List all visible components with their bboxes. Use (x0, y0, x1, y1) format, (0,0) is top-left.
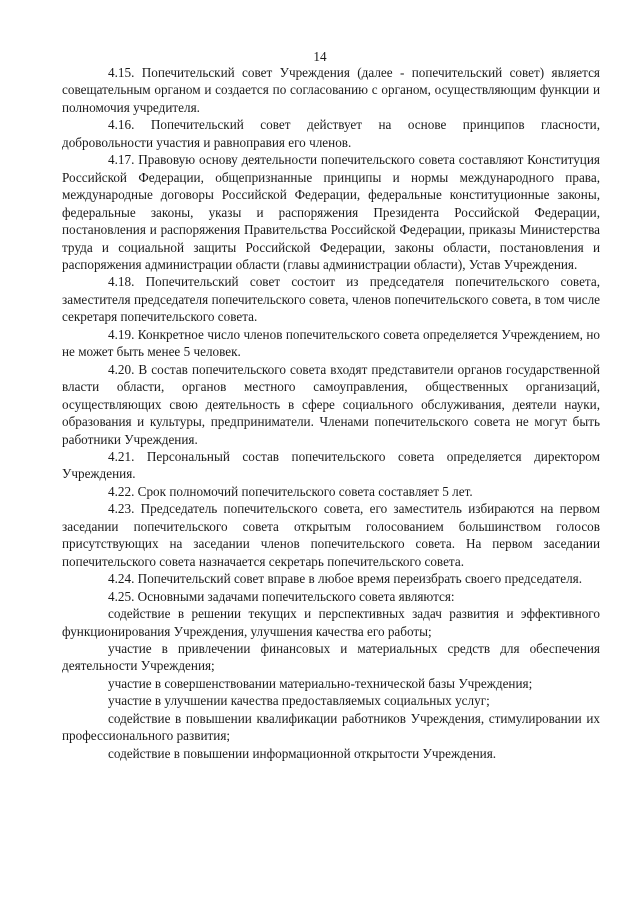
list-item-task: содействие в повышении квалификации работников Учреждения, стимулировании их профессионального развития; (62, 710, 600, 744)
list-item-task: содействие в решении текущих и перспективных задач развития и эффективного функционирования Учреждения, улучшения качества его работы; (62, 606, 600, 639)
paragraph-4-24: 4.24. Попечительский совет вправе в любое время переизбрать своего председателя. (108, 571, 583, 587)
list-item-task: участие в привлечении финансовых и материальных средств для обеспечения деятельности Учреждения; (62, 640, 600, 674)
paragraph-4-18: 4.18. Попечительский совет состоит из председателя попечительского совета, заместителя председателя попечительского совета, членов попечительского совета, в том числе секретаря попечительского совета. (62, 274, 600, 325)
paragraph-4-25: 4.25. Основными задачами попечительского совета являются: (108, 588, 455, 604)
paragraph-4-21: 4.21. Персональный состав попечительского совета определяется директором Учреждения. (62, 448, 600, 482)
list-item-task: участие в улучшении качества предоставляемых социальных услуг; (108, 693, 490, 709)
paragraph-4-16: 4.16. Попечительский совет действует на основе принципов гласности, добровольности участия и равноправия его членов. (62, 117, 600, 150)
paragraph-4-20: 4.20. В состав попечительского совета входят представители органов государственной власти области, органов местного самоуправления, общественных организаций, осуществляющих свою деятельность в сфере социального обслуживания, деятели науки, образования и культуры, предприниматели. Членами попечительского совета не могут быть работники Учреждения. (62, 361, 600, 447)
paragraph-4-23: 4.23. Председатель попечительского совета, его заместитель избираются на первом заседании попечительского совета открытым голосованием большинством голосов присутствующих на заседании членов попечительского совета. На первом заседании попечительского совета назначается секретарь попечительского совета. (62, 501, 600, 569)
document-body (62, 64, 600, 762)
page-number: 14 (313, 49, 327, 64)
list-item-task: содействие в повышении информационной открытости Учреждения. (108, 745, 497, 761)
paragraph-4-19: 4.19. Конкретное число членов попечительского совета определяется Учреждением, но не может быть менее 5 человек. (62, 326, 600, 360)
paragraph-4-17: 4.17. Правовую основу деятельности попечительского совета составляют Конституция Российской Федерации, общепризнанные принципы и нормы международного права, международные договоры Российской Федерации, федеральные конституционные законы, федеральные законы, указы и распоряжения Президента Российской Федерации, постановления и распоряжения Правительства Российской Федерации, приказы Министерства труда и социальной защиты Российской Федерации, законы области, постановления и распоряжения администрации области (главы администрации области), Устав Учреждения. (62, 152, 600, 272)
paragraph-4-22: 4.22. Срок полномочий попечительского совета составляет 5 лет. (108, 483, 473, 499)
paragraph-4-15: 4.15. Попечительский совет Учреждения (далее - попечительский совет) является совещательным органом и создается по согласованию с органом, осуществляющим функции и полномочия учредителя. (62, 65, 600, 115)
list-item-task: участие в совершенствовании материально-технической базы Учреждения; (108, 675, 533, 691)
